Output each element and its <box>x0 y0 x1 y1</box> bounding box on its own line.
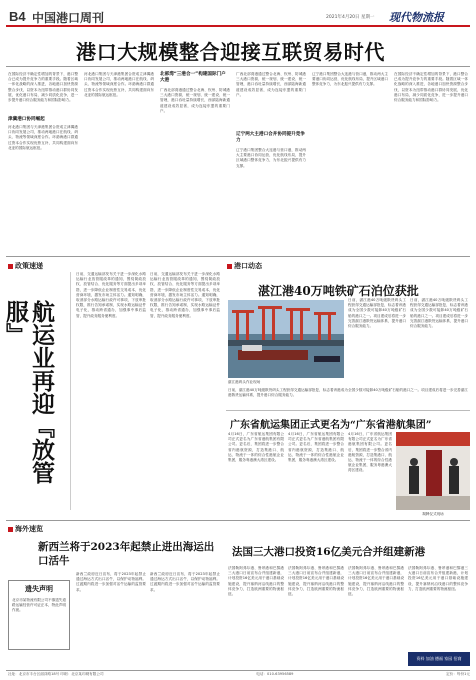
lead-body-col5: 辽宁港口集团整合大连港与营口港，推动两大主要港口协同运营，优化航线布局，提升区域港口整体竞争力，为东北振兴提供有力支撑。 <box>312 72 388 87</box>
section-marker-icon <box>8 527 13 532</box>
port-story2-body-col2: 4月16日，广东省航运集团有限公司正式更名为广东省港航集团有限公司。更名后，集团将进一步整合省内港航资源，打造集港口、航运、物流于一体的综合性港航企业集团，服务粤港澳大湾区建设。 <box>288 432 344 463</box>
policy-headline-line2: 『放管服』 <box>2 300 55 484</box>
section-tag-label: 港口动态 <box>234 262 262 270</box>
port-photo <box>228 300 344 378</box>
lead-body-col6: 在国际经济不确定性增加的背景下，港口整合已成为提升竞争力的重要手段。随着区域一体化战略的深入推进，各地港口加快资源整合步伐，以资本为纽带推动港口群协同发展，优化港口布局，减少同质化竞争，进一步提升港口综合服务能力和国际影响力。 <box>394 72 468 103</box>
newspaper-logo: 现代物流报 <box>389 11 444 24</box>
overseas-story1-body-col2: 新西兰政府近日宣布，将于2023年起禁止通过海运方式出口活牛，以保护动物福利。过渡期内将进一步加强对活牛运输的监管要求。 <box>150 572 220 592</box>
masthead <box>0 0 476 28</box>
section-marker-icon <box>8 264 13 269</box>
lost-notice-box <box>8 580 70 650</box>
ceremony-photo <box>396 432 470 510</box>
lead-headline: 港口大规模整合迎接互联贸易时代 <box>76 40 385 64</box>
lead-body-col4b: 辽宁港口集团整合大连港与营口港，推动两大主要港口协同运营，优化航线布局，提升区域港口整体竞争力，为东北振兴提供有力支撑。 <box>236 148 306 168</box>
overseas-story2-body-col2: 法国勒阿弗尔港、鲁昂港和巴黎港三大港口日前宣布合并组建新港，计划投资16亿美元用于港口基础设施建设，提升塞纳河沿线港口的整体竞争力，打造欧洲重要的物流枢纽。 <box>288 566 344 597</box>
port-story2-body: 4月16日，广东省航运集团有限公司正式更名为广东省港航集团有限公司。更名后，集团将进一步整合省内港航资源，打造集港口、航运、物流于一体的综合性港航企业集团，服务粤港澳大湾区建设。 <box>228 432 284 463</box>
lead-body-col4: 广西北部湾港通过整合北海、钦州、防城港三大港口资源，统一规划、统一建设、统一管理，港口吞吐量持续增长，西部陆海新通道建设成效显著，成为连接东盟的重要门户。 <box>236 72 306 97</box>
overseas-story1-body: 新西兰政府近日宣布，将于2023年起禁止通过海运方式出口活牛，以保护动物福利。过渡期内将进一步加强对活牛运输的监管要求。 <box>76 572 146 592</box>
policy-headline-line1: 航运业再迎 <box>28 300 55 415</box>
section-marker-icon <box>227 264 232 269</box>
footer-price: 定价：每份1元 <box>446 672 470 676</box>
lead-body-col2: 河北港口集团与天津港集团合资成立津冀港口协同发展公司，推动两地港口在航线、码头、物流等领域深度合作。环渤海港口群通过资本合作实现优势互补，共同构建面向东北亚的国际航运枢纽。 <box>84 72 154 97</box>
date-line: 2021年4月20日 星期一 <box>326 15 375 20</box>
port-news-tag <box>227 261 262 271</box>
column-name: 中国港口周刊 <box>32 11 105 25</box>
footer-phone: 电话：010-63956589 <box>256 672 294 676</box>
port-story1-body: 日前，湛江港40万吨级散货码头工程获得交通运输部批复，标志着该港成为全国少数可接卸40万吨级矿石船的港口之一。项目建成后将进一步完善湛江港散货运输体系，提升港口综合服务能力。 <box>348 298 406 329</box>
lead-body-col1: 在国际经济不确定性增加的背景下，港口整合已成为提升竞争力的重要手段。随着区域一体化战略的深入推进，各地港口加快资源整合步伐，以资本为纽带推动港口群协同发展，优化港口布局，减少同质化竞争，进一步提升港口综合服务能力和国际影响力。 <box>8 72 78 103</box>
overseas-story2-body-col3: 法国勒阿弗尔港、鲁昂港和巴黎港三大港口日前宣布合并组建新港，计划投资16亿美元用于港口基础设施建设，提升塞纳河沿线港口的整体竞争力，打造欧洲重要的物流枢纽。 <box>348 566 404 597</box>
footer-address: 社址：北京市丰台区丽泽路18号 印刷：北京某印刷有限公司 <box>8 672 104 676</box>
section-tag-label: 政策速递 <box>15 262 43 270</box>
overseas-story1-headline-text: 新西兰将于2023年起禁止进出海运出口活牛 <box>38 541 215 567</box>
lead-subhead-1: 津冀港口协同崛起 <box>8 117 45 122</box>
policy-body-col2: 日前，交通运输部发布关于进一步深化水路运输行业放管服改革的通知，围绕简政放权、放管结合、优化服务等方面提出多项举措，进一步降低企业制度性交易成本，优化营商环境，激发市场主体活力。通知明确，取消部分水路运输行政许可事项，下放审批权限，推行告知承诺制，实现水路运输证件电子化，推动跨省通办，加强事中事后监管，提升政务服务便利度。 <box>150 272 220 318</box>
overseas-story1-headline <box>38 540 218 568</box>
overseas-section-tag <box>8 524 43 534</box>
port-story1-headline: 湛江港40万吨铁矿石泊位获批 <box>258 284 419 298</box>
lead-subhead-3: 辽宁两大主港口合并协同提升竞争力 <box>236 132 305 143</box>
port-story1-body-col2: 日前，湛江港40万吨级散货码头工程获得交通运输部批复，标志着该港成为全国少数可接卸40万吨级矿石船的港口之一。项目建成后将进一步完善湛江港散货运输体系，提升港口综合服务能力。 <box>410 298 468 329</box>
lost-notice-body: 北京市某物流有限公司不慎遗失道路运输经营许可证正本，特此声明作废。 <box>12 598 66 613</box>
port-story2-body-col3: 4月16日，广东省航运集团有限公司正式更名为广东省港航集团有限公司。更名后，集团将进一步整合省内港航资源，打造集港口、航运、物流于一体的综合性港航企业集团，服务粤港澳大湾区建设。 <box>348 432 392 473</box>
overseas-story2-body: 法国勒阿弗尔港、鲁昂港和巴黎港三大港口日前宣布合并组建新港，计划投资16亿美元用于港口基础设施建设，提升塞纳河沿线港口的整体竞争力，打造欧洲重要的物流枢纽。 <box>228 566 284 597</box>
section-tag-label: 海外速览 <box>15 525 43 533</box>
lead-body-col3: 广西北部湾港通过整合北海、钦州、防城港三大港口资源，统一规划、统一建设、统一管理，港口吞吐量持续增长，西部陆海新通道建设成效显著，成为连接东盟的重要门户。 <box>160 88 230 113</box>
lead-subhead-2: 北部湾“三港合一”构建国际门户大港 <box>160 72 226 83</box>
ad-text: 资料 加油 德福 家园 招商 <box>416 656 462 661</box>
lost-notice-title: 遗失声明 <box>25 585 53 593</box>
policy-body: 日前，交通运输部发布关于进一步深化水路运输行业放管服改革的通知，围绕简政放权、放管结合、优化服务等方面提出多项举措，进一步降低企业制度性交易成本，优化营商环境，激发市场主体活力。通知明确，取消部分水路运输行政许可事项，下放审批权限，推行告知承诺制，实现水路运输证件电子化，推动跨省通办，加强事中事后监管，提升政务服务便利度。 <box>76 272 146 318</box>
overseas-story2-headline: 法国三大港口投资16亿美元合并组建新港 <box>232 546 426 558</box>
policy-section-tag <box>8 261 43 271</box>
ad-banner <box>408 652 470 666</box>
port-story2-headline: 广东省航运集团正式更名为“广东省港航集团” <box>230 420 432 431</box>
policy-headline <box>2 300 55 510</box>
page-code: B4 <box>9 9 26 24</box>
port-story1-body-b: 日前，湛江港40万吨级散货码头工程获得交通运输部批复，标志着该港成为全国少数可接卸40万吨级矿石船的港口之一。项目建成后将进一步完善湛江港散货运输体系，提升港口综合服务能力。 <box>228 388 468 398</box>
lead-body-col1b: 河北港口集团与天津港集团合资成立津冀港口协同发展公司，推动两地港口在航线、码头、物流等领域深度合作。环渤海港口群通过资本合作实现优势互补，共同构建面向东北亚的国际航运枢纽。 <box>8 125 78 150</box>
footer <box>8 672 470 679</box>
port-photo-caption: 湛江港码头作业现场 <box>228 380 261 384</box>
overseas-story2-body-col4: 法国勒阿弗尔港、鲁昂港和巴黎港三大港口日前宣布合并组建新港，计划投资16亿美元用于港口基础设施建设，提升塞纳河沿线港口的整体竞争力，打造欧洲重要的物流枢纽。 <box>408 566 468 591</box>
ceremony-caption: 揭牌仪式现场 <box>422 512 444 516</box>
